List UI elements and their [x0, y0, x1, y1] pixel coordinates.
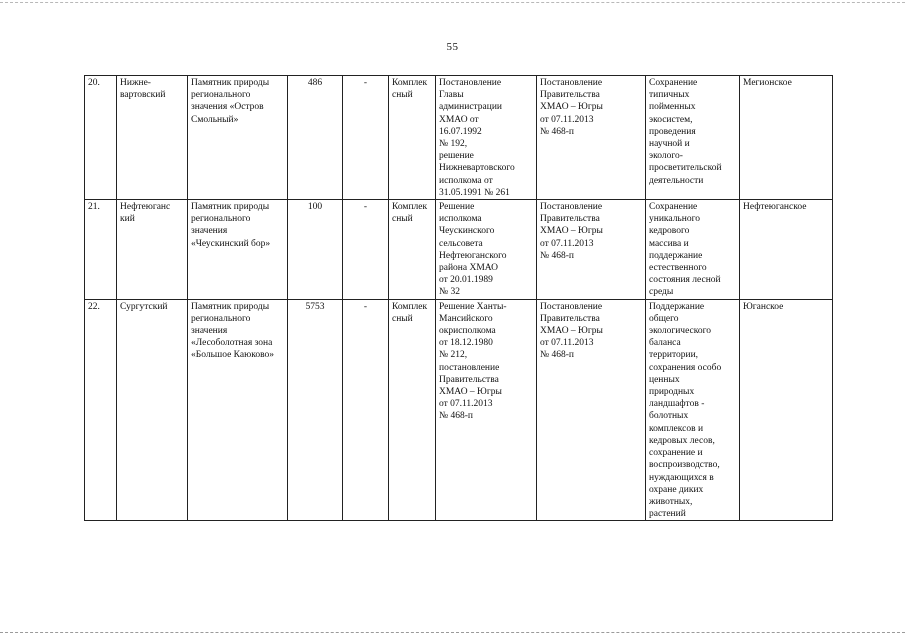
district-cell: Нефтеюганс кий: [117, 200, 188, 300]
protected-areas-table: [84, 75, 833, 521]
page-number: 55: [446, 41, 459, 53]
profile-cell: Комплек сный: [389, 299, 436, 521]
forestry-cell: Мегионское: [740, 76, 833, 200]
forestry-cell: Юганское: [740, 299, 833, 521]
table-row: [85, 299, 833, 521]
table-row: [85, 76, 833, 200]
category-cell: Памятник природы регионального значения «Остров Смольный»: [188, 76, 288, 200]
table-row: [85, 200, 833, 300]
profile-cell: Комплек сный: [389, 76, 436, 200]
area-cell: 100: [288, 200, 343, 300]
row-number: 22.: [85, 299, 117, 521]
current-doc-cell: Постановление Правительства ХМАО – Югры от 07.11.2013 № 468-п: [537, 299, 646, 521]
district-cell: Сургутский: [117, 299, 188, 521]
profile-cell: Комплек сный: [389, 200, 436, 300]
category-cell: Памятник природы регионального значения «Лесоболотная зона «Большое Каюково»: [188, 299, 288, 521]
current-doc-cell: Постановление Правительства ХМАО – Югры от 07.11.2013 № 468-п: [537, 76, 646, 200]
dash-cell: -: [343, 299, 389, 521]
dash-cell: -: [343, 76, 389, 200]
scan-edge-top: [0, 2, 905, 3]
area-cell: 486: [288, 76, 343, 200]
row-number: 21.: [85, 200, 117, 300]
row-number: 20.: [85, 76, 117, 200]
current-doc-cell: Постановление Правительства ХМАО – Югры от 07.11.2013 № 468-п: [537, 200, 646, 300]
district-cell: Нижне- вартовский: [117, 76, 188, 200]
purpose-cell: Сохранение уникального кедрового массива и поддержание естественного состояния лесной среды: [646, 200, 740, 300]
founding-doc-cell: Постановление Главы администрации ХМАО от 16.07.1992 № 192, решение Нижневартовского исполкома от 31.05.1991 № 261: [436, 76, 537, 200]
scan-edge-bottom: [0, 632, 905, 633]
dash-cell: -: [343, 200, 389, 300]
forestry-cell: Нефтеюганское: [740, 200, 833, 300]
area-cell: 5753: [288, 299, 343, 521]
purpose-cell: Сохранение типичных пойменных экосистем, проведения научной и эколого- просветительской деятельности: [646, 76, 740, 200]
founding-doc-cell: Решение исполкома Чеускинского сельсовета Нефтеюганского района ХМАО от 20.01.1989 № 32: [436, 200, 537, 300]
category-cell: Памятник природы регионального значения «Чеускинский бор»: [188, 200, 288, 300]
purpose-cell: Поддержание общего экологического баланса территории, сохранения особо ценных природных ландшафтов - болотных комплексов и кедровых лесов, сохранение и воспроизводство, нуждающихся в охране диких животных, растений: [646, 299, 740, 521]
founding-doc-cell: Решение Ханты- Мансийского окрисполкома от 18.12.1980 № 212, постановление Правительства ХМАО – Югры от 07.11.2013 № 468-п: [436, 299, 537, 521]
